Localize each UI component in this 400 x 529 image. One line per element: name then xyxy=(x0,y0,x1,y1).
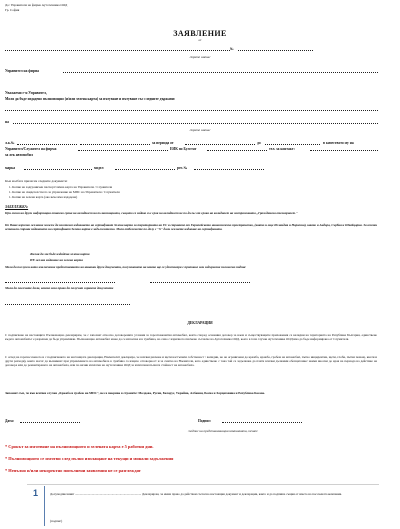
lk-label: л.к.№ xyxy=(5,141,15,145)
lk-input-line[interactable] xyxy=(17,144,77,145)
document-item: 1. Копие на зелена карта (ако вече има издадена) xyxy=(9,195,78,199)
page-title: ЗАЯВЛЕНИЕ xyxy=(173,29,227,38)
declaration-title: ДЕКЛАРАЦИЯ xyxy=(187,321,213,325)
addressee-greeting: Уважаеми г-н Управител, xyxy=(5,91,47,95)
name-no-input-line[interactable] xyxy=(238,50,313,51)
na-label: на xyxy=(5,120,9,124)
names-caption-2: /трите имена/ xyxy=(189,128,211,132)
title-sub: от xyxy=(198,38,202,42)
model-input[interactable] xyxy=(115,169,175,170)
period-to-input[interactable] xyxy=(265,144,320,145)
eik-input[interactable] xyxy=(207,150,267,151)
footer-divider xyxy=(44,486,45,526)
lk-extra-line[interactable] xyxy=(80,144,150,145)
warning-line: * Срокът за изготвяне на пълномощното и зелената карта е 5 работни дни. xyxy=(5,444,154,449)
company-input-line[interactable] xyxy=(63,72,378,73)
footer-text: Долуподписаният ................................................................................... Декларирам, че имам право да действам съгласно настоящия документ и декларация, както и да подпиша същия от името на посочената компания. xyxy=(50,492,342,496)
name-caption: /трите имена/ xyxy=(189,55,211,59)
document-item: 1. Копие на задграничен паспорт/лична карта на Управителя / Служителя xyxy=(9,185,113,189)
company-label: Управител на фирма xyxy=(5,69,39,73)
persons-input-2[interactable] xyxy=(150,282,250,283)
tel-input[interactable] xyxy=(310,150,378,151)
period-from-input[interactable] xyxy=(185,144,255,145)
warning-line: * Пълномощното се изготви след пълно изплащане на текущи и минали задължения xyxy=(5,456,174,461)
reg-label: рег. № xyxy=(177,166,188,170)
addressee-line: До: Управителя на фирма Аутотехника ООД xyxy=(5,3,68,7)
eik-label: ЕИК по Булстат xyxy=(170,147,197,151)
signature-input[interactable] xyxy=(222,422,302,423)
period-from-label: за периода от xyxy=(152,141,174,145)
make-label: марка xyxy=(5,166,16,170)
declaration-line-2: Моля да посочите дали, които има право да получат горните документи xyxy=(5,286,114,290)
warning-line: * Непълно и/или некоректно попълнени заявления не се разглеждат xyxy=(5,468,141,473)
insurance-note: Запознат съм, че във всички случаи „Кражба и грабеж на МПС", не се покрива в страните: Молдова, Русия, Беларус, Украйна, Албания, Босна и Херцеговина и Република Косово. xyxy=(5,391,266,395)
persons-input-3[interactable] xyxy=(5,304,130,305)
footer-sign-caption: (подпис) xyxy=(50,519,63,523)
persons-input-1[interactable] xyxy=(5,282,115,283)
manager-label: Управител/Служител на фирма xyxy=(5,147,57,151)
green-card-yes-option[interactable]: Желая да ми бъде издадена зелена карта xyxy=(30,252,90,256)
period-to-label: до xyxy=(257,141,261,145)
documents-intro: Към молбата прилагам следните документи: xyxy=(5,179,68,183)
name-input-line[interactable] xyxy=(5,50,230,51)
footer-box xyxy=(27,484,379,529)
capacity-label: в качеството му на xyxy=(323,141,354,145)
countries-input-line[interactable] xyxy=(5,110,378,111)
na-input-line[interactable] xyxy=(13,123,378,124)
city-line: Гр. София xyxy=(5,8,20,12)
green-card-no-option[interactable]: НЕ желая издаване на зелена карта xyxy=(30,258,83,262)
signature-caption: /подпис на представляващия компанията, печат/ xyxy=(188,429,258,433)
make-input[interactable] xyxy=(24,169,92,170)
tel-label: тел. за контакт: xyxy=(269,147,295,151)
declaration-paragraph: С оглед на горепосоченото и с подписването на настоящата декларация, Наемателят декларира, че всички рискове и щети настъпили собственост / валидни, но не ограничени до кражба, кражба, грабеж на автомобил, пътно инцидентни, щети, глоби, пътни помощ, квоти и други разходи), които могат да възникнат при управлението на автомобила в чужбина са изцяло отговорност и за сметка на Наемателя, като единствено с това той се задължава да плати всички дължими обезщетение/ наеми вносни до края на периода на действие на договора или до ремонтирането на автомобила, или по начин изплатен на Аутотехника ООД за изплатени пълната стойност на автомобила. xyxy=(5,355,377,368)
note-heading: ЗАБЕЛЕЖКА: xyxy=(5,205,29,209)
request-text: Моля да бъде издадено пълномощно (и/или зелена карта) за пътуване и пътуване със следните държави: xyxy=(5,97,176,101)
date-label: Дата: xyxy=(5,419,14,423)
document-item: 1. Копие на свидетелството за управление на МПС на Управителя / Служителя xyxy=(9,190,120,194)
reg-input[interactable] xyxy=(194,169,264,170)
name-no-label: № xyxy=(230,47,234,51)
declaration-paragraph: Моля да послужи като изключение предоставянето на никакви други документи, получаването на които ще се удостовери с протокол или задържане положено подпис xyxy=(5,265,246,269)
note-paragraph: По Ваше изрично желание можем да изготвим издаването на сертификат Зелена карта за територията на ЕС и страните от Европейското икономическо пространство, (както и още Исландия и Норвегия), както и Андора, Сърбия и Швейцария. За всички останали страни издаването на сертификат Зелена карта е задължително. Моля отбележете по-долу с "Х" дали желаете издаване на сертификата. xyxy=(5,223,377,232)
date-input[interactable] xyxy=(20,422,80,423)
footer-page-number: 1 xyxy=(33,488,39,498)
manager-company-input[interactable] xyxy=(78,150,168,151)
note-paragraph: При липса на други информация относно срока на валидност на пълномощното, същото се издава със срок на валидност не по-дълъг от срока на валидност на застраховката „Гражданска отговорност." xyxy=(5,211,298,215)
declaration-paragraph: С подписване на настоящите Пълномощно декларирам, че с запознат относно договорените условия за гореспоменатия автомобил, които според основния договор за наем и съществуващите приложения са валидни на територията на Република България, единствено където автомобилът е разрешен да бъде управляван. Пълномощно автомобил може да се използва и в чужбина, но само с изричното писмено съгласие на Аутотехника ООД, което в тези случаи Аутотехника ООД има да бъде информирана от Служителя. xyxy=(5,333,377,342)
car-label: за лек автомобил xyxy=(5,153,33,157)
model-label: модел xyxy=(94,166,104,170)
sign-label: Подпис: xyxy=(198,419,212,423)
